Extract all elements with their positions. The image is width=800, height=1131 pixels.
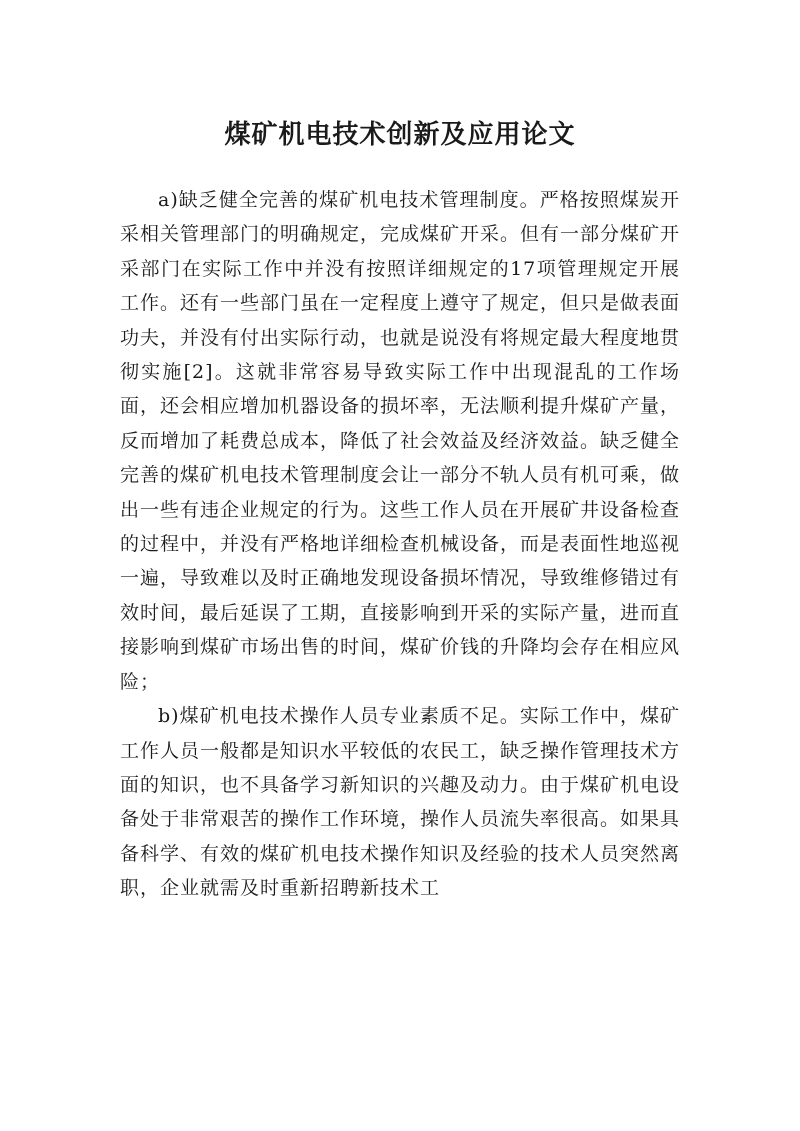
document-body [120, 183, 680, 906]
paragraph-a: a)缺乏健全完善的煤矿机电技术管理制度。严格按照煤炭开采相关管理部门的明确规定，完成煤矿开采。但有一部分煤矿开采部门在实际工作中并没有按照详细规定的17项管理规定开展工作。还有一些部门虽在一定程度上遵守了规定，但只是做表面功夫，并没有付出实际行动，也就是说没有将规定最大程度地贯彻实施[2]。这就非常容易导致实际工作中出现混乱的工作场面，还会相应增加机器设备的损坏率，无法顺利提升煤矿产量，反而增加了耗费总成本，降低了社会效益及经济效益。缺乏健全完善的煤矿机电技术管理制度会让一部分不轨人员有机可乘，做出一些有违企业规定的行为。这些工作人员在开展矿井设备检查的过程中，并没有严格地详细检查机械设备，而是表面性地巡视一遍，导致难以及时正确地发现设备损坏情况，导致维修错过有效时间，最后延误了工期，直接影响到开采的实际产量，进而直接影响到煤矿市场出售的时间，煤矿价钱的升降均会存在相应风险； [120, 189, 681, 693]
paragraph-b: b)煤矿机电技术操作人员专业素质不足。实际工作中，煤矿工作人员一般都是知识水平较低的农民工，缺乏操作管理技术方面的知识，也不具备学习新知识的兴趣及动力。由于煤矿机电设备处于非常艰苦的操作工作环境，操作人员流失率很高。如果具备科学、有效的煤矿机电技术操作知识及经验的技术人员突然离职，企业就需及时重新招聘新技术工 [120, 705, 681, 900]
document-title: 煤矿机电技术创新及应用论文 [224, 120, 576, 151]
